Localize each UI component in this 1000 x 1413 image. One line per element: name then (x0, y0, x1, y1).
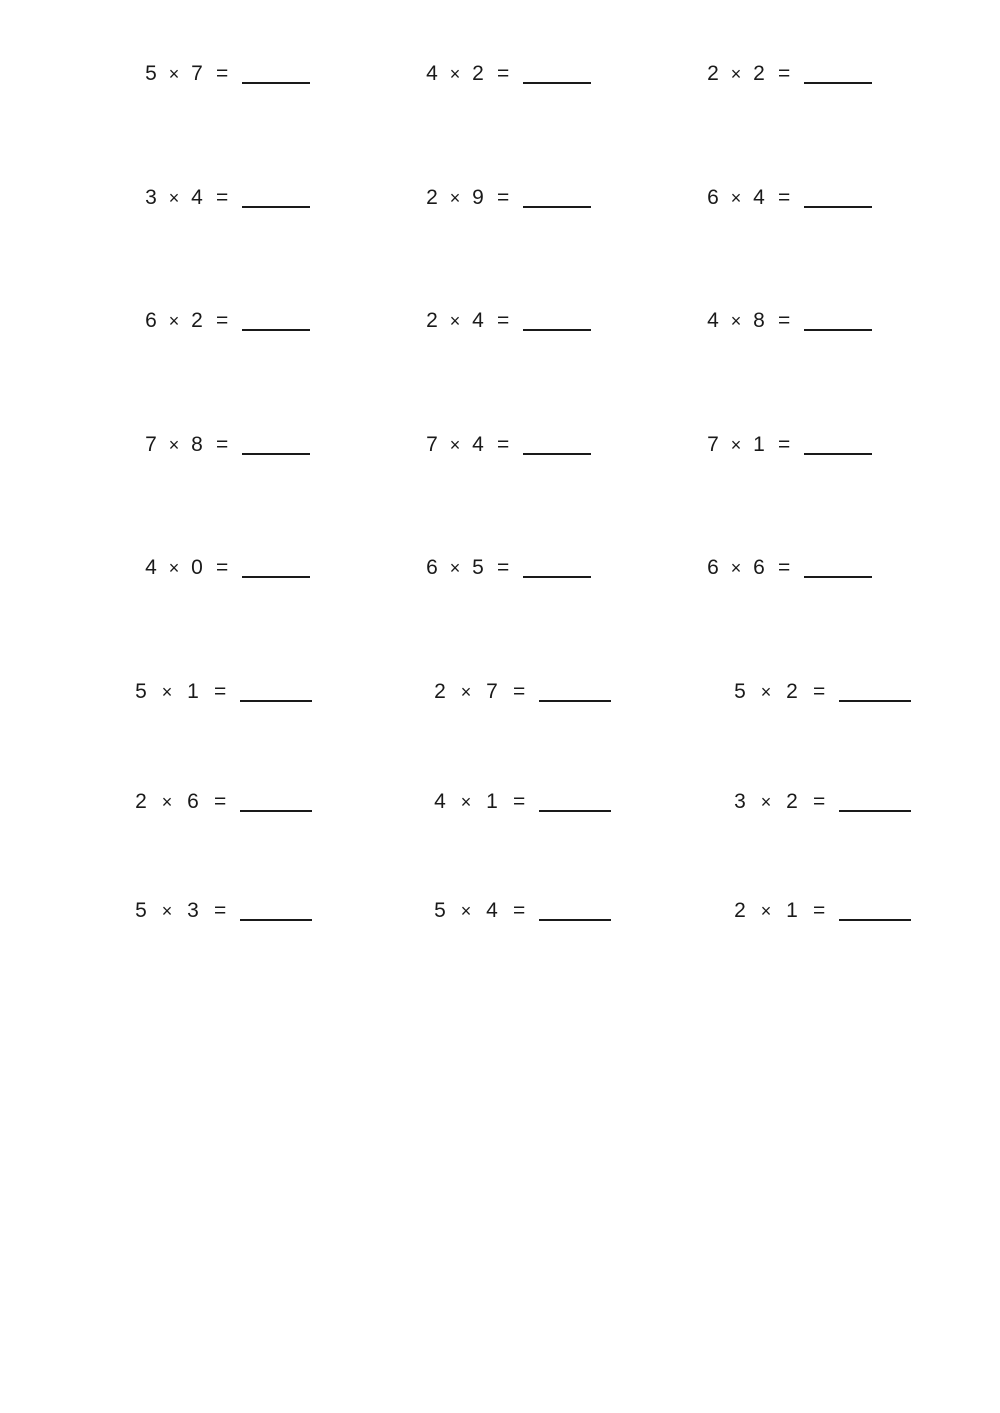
equals-sign: = (513, 899, 526, 922)
equals-sign: = (778, 556, 791, 579)
equals-sign: = (778, 186, 791, 209)
equals-sign: = (813, 790, 826, 813)
factor-a: 4 (707, 309, 719, 332)
problem-5 (425, 186, 591, 210)
equals-sign: = (497, 309, 510, 332)
multiply-sign: × (730, 435, 742, 455)
answer-blank[interactable] (804, 82, 872, 84)
answer-blank[interactable] (804, 576, 872, 578)
problem-15 (706, 556, 872, 580)
answer-blank[interactable] (539, 919, 611, 921)
factor-a: 4 (434, 790, 446, 813)
problem-12 (706, 433, 872, 457)
factor-b: 6 (753, 556, 765, 579)
problem-8 (425, 309, 591, 333)
problem-4 (144, 186, 310, 210)
factor-b: 1 (786, 899, 798, 922)
multiply-sign: × (168, 188, 180, 208)
factor-b: 6 (187, 790, 199, 813)
factor-a: 3 (145, 186, 157, 209)
multiply-sign: × (460, 792, 472, 812)
multiply-sign: × (168, 64, 180, 84)
factor-b: 2 (191, 309, 203, 332)
problem-11 (425, 433, 591, 457)
factor-b: 4 (472, 433, 484, 456)
equals-sign: = (216, 62, 229, 85)
factor-a: 5 (734, 680, 746, 703)
equals-sign: = (497, 556, 510, 579)
multiply-sign: × (449, 64, 461, 84)
multiply-sign: × (449, 435, 461, 455)
equals-sign: = (813, 899, 826, 922)
factor-b: 2 (786, 790, 798, 813)
equals-sign: = (214, 680, 227, 703)
factor-b: 3 (187, 899, 199, 922)
multiply-sign: × (161, 901, 173, 921)
factor-b: 5 (472, 556, 484, 579)
factor-a: 2 (734, 899, 746, 922)
multiply-sign: × (161, 792, 173, 812)
problem-14 (425, 556, 591, 580)
factor-b: 4 (486, 899, 498, 922)
problem-2 (425, 62, 591, 86)
answer-blank[interactable] (539, 700, 611, 702)
factor-a: 7 (426, 433, 438, 456)
multiply-sign: × (449, 558, 461, 578)
multiply-sign: × (460, 901, 472, 921)
answer-blank[interactable] (804, 453, 872, 455)
problem-3 (706, 62, 872, 86)
answer-blank[interactable] (240, 700, 312, 702)
factor-b: 4 (191, 186, 203, 209)
answer-blank[interactable] (242, 576, 310, 578)
factor-b: 7 (486, 680, 498, 703)
multiply-sign: × (460, 682, 472, 702)
problem-13 (144, 556, 310, 580)
multiply-sign: × (730, 558, 742, 578)
multiply-sign: × (730, 64, 742, 84)
factor-a: 2 (426, 186, 438, 209)
factor-a: 7 (145, 433, 157, 456)
equals-sign: = (497, 186, 510, 209)
multiply-sign: × (168, 311, 180, 331)
equals-sign: = (513, 680, 526, 703)
answer-blank[interactable] (839, 810, 911, 812)
problem-23 (433, 899, 611, 923)
problem-22 (134, 899, 312, 923)
problem-17 (433, 680, 611, 704)
problem-7 (144, 309, 310, 333)
multiply-sign: × (760, 682, 772, 702)
factor-b: 2 (753, 62, 765, 85)
factor-b: 0 (191, 556, 203, 579)
factor-a: 6 (707, 186, 719, 209)
answer-blank[interactable] (523, 82, 591, 84)
answer-blank[interactable] (804, 329, 872, 331)
answer-blank[interactable] (523, 329, 591, 331)
answer-blank[interactable] (523, 206, 591, 208)
problem-21 (733, 790, 911, 814)
problem-18 (733, 680, 911, 704)
answer-blank[interactable] (523, 453, 591, 455)
factor-b: 8 (191, 433, 203, 456)
multiply-sign: × (168, 435, 180, 455)
factor-b: 7 (191, 62, 203, 85)
equals-sign: = (216, 433, 229, 456)
factor-a: 3 (734, 790, 746, 813)
problem-16 (134, 680, 312, 704)
answer-blank[interactable] (242, 82, 310, 84)
problem-19 (134, 790, 312, 814)
equals-sign: = (813, 680, 826, 703)
equals-sign: = (778, 62, 791, 85)
factor-a: 5 (434, 899, 446, 922)
factor-a: 2 (707, 62, 719, 85)
factor-b: 4 (753, 186, 765, 209)
factor-b: 1 (187, 680, 199, 703)
multiply-sign: × (730, 311, 742, 331)
factor-b: 1 (753, 433, 765, 456)
factor-a: 2 (434, 680, 446, 703)
problem-24 (733, 899, 911, 923)
answer-blank[interactable] (523, 576, 591, 578)
factor-a: 4 (426, 62, 438, 85)
factor-b: 8 (753, 309, 765, 332)
problem-1 (144, 62, 310, 86)
answer-blank[interactable] (804, 206, 872, 208)
equals-sign: = (214, 899, 227, 922)
equals-sign: = (216, 186, 229, 209)
equals-sign: = (214, 790, 227, 813)
equals-sign: = (216, 309, 229, 332)
multiply-sign: × (760, 792, 772, 812)
factor-a: 4 (145, 556, 157, 579)
multiply-sign: × (449, 311, 461, 331)
factor-a: 5 (135, 680, 147, 703)
equals-sign: = (778, 309, 791, 332)
factor-b: 2 (472, 62, 484, 85)
factor-a: 6 (426, 556, 438, 579)
equals-sign: = (497, 62, 510, 85)
answer-blank[interactable] (839, 919, 911, 921)
multiply-sign: × (730, 188, 742, 208)
factor-a: 5 (145, 62, 157, 85)
multiply-sign: × (760, 901, 772, 921)
problem-10 (144, 433, 310, 457)
equals-sign: = (497, 433, 510, 456)
factor-a: 6 (145, 309, 157, 332)
factor-a: 5 (135, 899, 147, 922)
equals-sign: = (513, 790, 526, 813)
answer-blank[interactable] (240, 810, 312, 812)
factor-b: 4 (472, 309, 484, 332)
factor-a: 6 (707, 556, 719, 579)
equals-sign: = (778, 433, 791, 456)
factor-a: 2 (426, 309, 438, 332)
factor-b: 1 (486, 790, 498, 813)
answer-blank[interactable] (240, 919, 312, 921)
problem-9 (706, 309, 872, 333)
answer-blank[interactable] (242, 453, 310, 455)
factor-a: 7 (707, 433, 719, 456)
factor-b: 9 (472, 186, 484, 209)
multiply-sign: × (449, 188, 461, 208)
answer-blank[interactable] (839, 700, 911, 702)
answer-blank[interactable] (242, 206, 310, 208)
multiply-sign: × (168, 558, 180, 578)
multiply-sign: × (161, 682, 173, 702)
factor-a: 2 (135, 790, 147, 813)
problem-6 (706, 186, 872, 210)
equals-sign: = (216, 556, 229, 579)
factor-b: 2 (786, 680, 798, 703)
answer-blank[interactable] (242, 329, 310, 331)
answer-blank[interactable] (539, 810, 611, 812)
problem-20 (433, 790, 611, 814)
